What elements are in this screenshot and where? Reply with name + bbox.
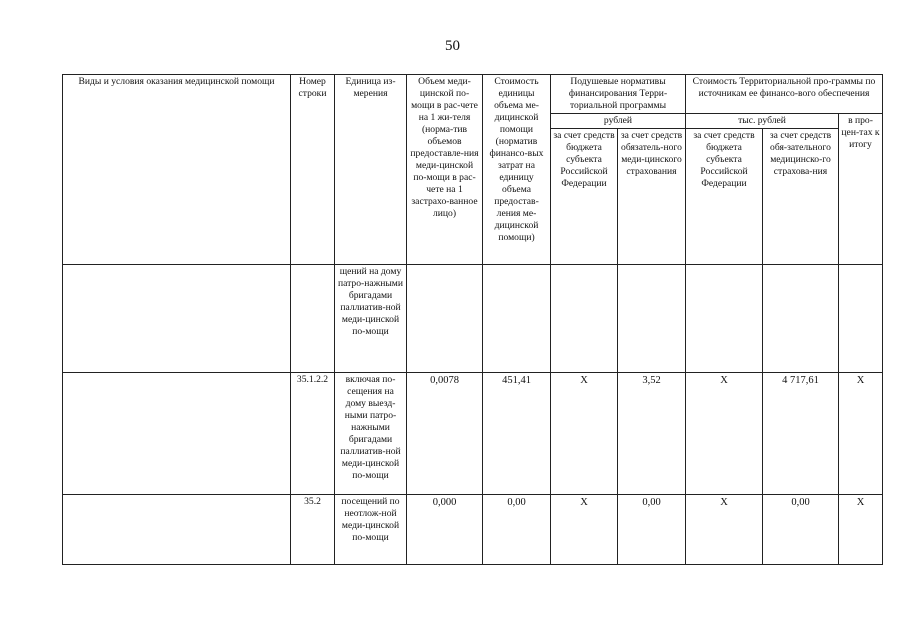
cell-types — [63, 264, 291, 372]
cell-budget-a — [551, 264, 618, 372]
cell-volume: 0,000 — [407, 494, 483, 564]
cell-oms-b: 0,00 — [763, 494, 839, 564]
page-number: 50 — [445, 38, 460, 54]
financing-table — [62, 74, 883, 565]
header-cost: Стоимость единицы объема ме-дицинской помощи (норматив финансо-вых затрат на единицу объема предостав-ления ме-дицинской помощи) — [483, 75, 551, 265]
header-territorial-cost: Стоимость Территориальной про-граммы по источникам ее финансо-вого обеспечения — [686, 75, 883, 114]
header-budget-a: за счет средств бюджета субъекта Российской Федерации — [551, 128, 618, 264]
table-row — [63, 372, 883, 494]
header-per-capita: Подушевые нормативы финансирования Терри-ториальной программы — [551, 75, 686, 114]
header-types: Виды и условия оказания медицинской помощи — [63, 75, 291, 265]
table-row — [63, 264, 883, 372]
cell-percent: X — [839, 372, 883, 494]
header-percent: в про-цен-тах к итогу — [839, 113, 883, 264]
cell-oms-b — [763, 264, 839, 372]
header-volume: Объем меди-цинской по-мощи в рас-чете на 1 жи-теля (норма-тив объемов предоставле-ния меди-цинской по-мощи в рас-чете на 1 застрахо-ванное лицо) — [407, 75, 483, 265]
cell-oms-b: 4 717,61 — [763, 372, 839, 494]
header-oms-b: за счет средств обя-зательного медицинско-го страхова-ния — [763, 128, 839, 264]
header-rubles: рублей — [551, 113, 686, 128]
cell-oms-a — [618, 264, 686, 372]
table-row — [63, 494, 883, 564]
cell-percent — [839, 264, 883, 372]
cell-budget-b: X — [686, 372, 763, 494]
cell-cost — [483, 264, 551, 372]
cell-types — [63, 494, 291, 564]
cell-types — [63, 372, 291, 494]
cell-budget-a: X — [551, 372, 618, 494]
cell-budget-b — [686, 264, 763, 372]
header-row-number: Номер строки — [291, 75, 335, 265]
cell-volume: 0,0078 — [407, 372, 483, 494]
cell-oms-a: 3,52 — [618, 372, 686, 494]
cell-cost: 0,00 — [483, 494, 551, 564]
cell-volume — [407, 264, 483, 372]
cell-unit: щений на дому патро-нажными бригадами паллиатив-ной меди-цинской по-мощи — [335, 264, 407, 372]
cell-unit: посещений по неотлож-ной меди-цинской по-мощи — [335, 494, 407, 564]
cell-row-number: 35.1.2.2 — [291, 372, 335, 494]
cell-budget-b: X — [686, 494, 763, 564]
cell-row-number: 35.2 — [291, 494, 335, 564]
cell-percent: X — [839, 494, 883, 564]
cell-row-number — [291, 264, 335, 372]
header-budget-b: за счет средств бюджета субъекта Российской Федерации — [686, 128, 763, 264]
cell-oms-a: 0,00 — [618, 494, 686, 564]
header-unit: Единица из-мерения — [335, 75, 407, 265]
header-thousand-rubles: тыс. рублей — [686, 113, 839, 128]
cell-unit: включая по-сещения на дому выезд-ными патро-нажными бригадами паллиатив-ной меди-цинской по-мощи — [335, 372, 407, 494]
cell-cost: 451,41 — [483, 372, 551, 494]
header-oms-a: за счет средств обязатель-ного меди-цинского страхования — [618, 128, 686, 264]
cell-budget-a: X — [551, 494, 618, 564]
